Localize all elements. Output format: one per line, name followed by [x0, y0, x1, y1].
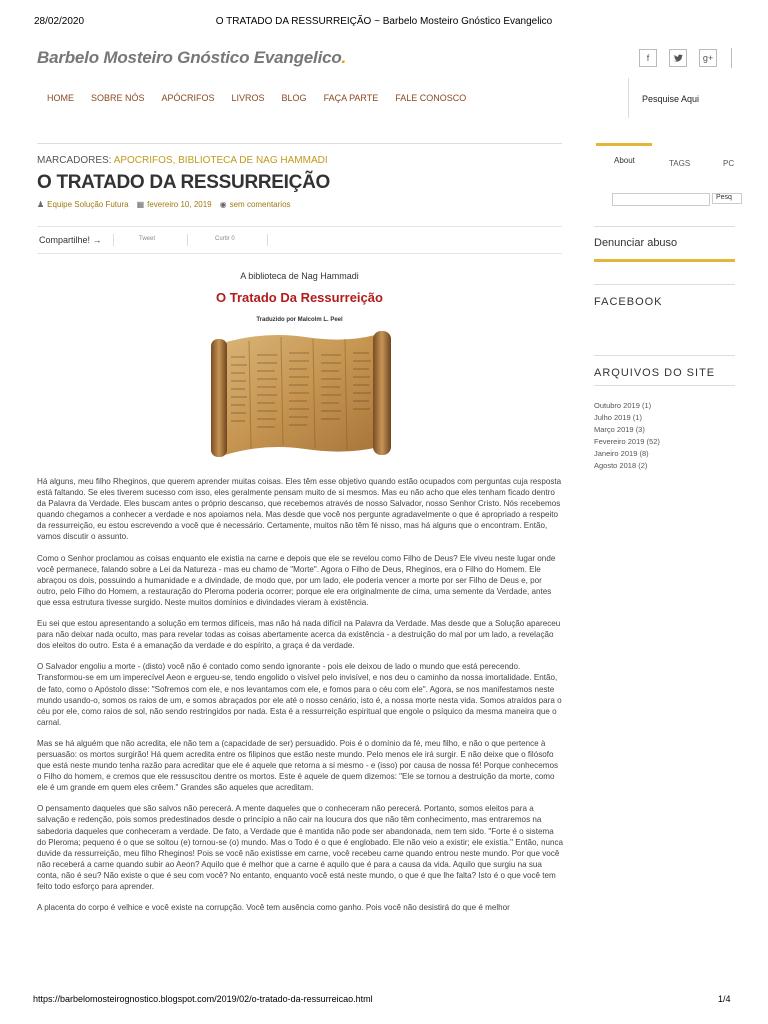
blog-title-text: Barbelo Mosteiro Gnóstico Evangelico	[37, 48, 342, 67]
archive-item[interactable]: Outubro 2019 (1)	[594, 401, 652, 410]
content-divider	[37, 143, 562, 144]
sidebar-divider	[594, 284, 735, 285]
body-paragraph: Há alguns, meu filho Rheginos, que querem aprender muitas coisas. Eles têm esse objetivo quando estão ocupados com perguntas cuja resposta está faltando. Se eles tiverem sucesso com isso, eles geralmente pensam muito de si mesmos. Mas eu não acho que eles tenham ficado dentro da Palavra da Verdade. Eles buscam antes o próprio descanso, que recebemos através de nosso Salvador, nosso Senhor Cristo. Nós recebemos quando chegamos a conhecer a verdade e nos apoiamos nela. Mas desde que você nos pergunte agradavelmente o que é apropriado a respeito da ressurreição, eu estou escrevendo a você que é necessário. Certamente, muitos não têm fé nisso, mas há alguns que o encontram. Então, vamos discutir o assunto.	[37, 477, 562, 542]
facebook-icon[interactable]: f	[639, 49, 657, 67]
print-date: 28/02/2020	[34, 16, 85, 27]
tab-about-label: About	[614, 156, 635, 165]
calendar-icon: ▦	[136, 200, 145, 209]
search-divider	[628, 78, 629, 118]
image-translator: Traduzido por Malcolm L. Peel	[256, 317, 343, 323]
sidebar-divider	[594, 385, 735, 386]
share-label: Compartilhe! →	[39, 235, 102, 245]
user-icon: ♟	[37, 200, 45, 209]
post-comments[interactable]	[220, 200, 291, 209]
image-library-caption: A biblioteca de Nag Hammadi	[240, 271, 359, 281]
blog-title[interactable]	[37, 48, 346, 68]
nav-item-sobre-nos[interactable]: SOBRE NÓS	[91, 93, 145, 103]
print-page-number: 1/4	[718, 994, 731, 1004]
sidebar-divider	[594, 226, 735, 227]
google-plus-icon[interactable]: g+	[699, 49, 717, 67]
post-author[interactable]	[37, 200, 129, 209]
share-bar	[37, 226, 562, 254]
sidebar-search-button[interactable]: Pesq	[712, 193, 742, 204]
print-title: O TRATADO DA RESSURREIÇÃO ~ Barbelo Mosteiro Gnóstico Evangelico	[215, 16, 553, 27]
body-paragraph: O pensamento daqueles que são salvos não perecerá. A mente daqueles que o conheceram não perecerá. Portanto, somos eleitos para a salvação e redenção, pois somos predestinados desde o princípio a não cair na loucura dos que não têm conhecimento, mas entraremos na sabedoria daqueles que conheceram a verdade. De fato, a Verdade que é mantida não pode ser abandonada, nem tem sido. "Forte é o sistema do Pleroma; pequeno é o que se soltou (e) tornou-se (o) mundo. Mas o Todo é o que é englobado. Ele não veio a existir; ele existia." Então, nunca duvide da ressurreição, meu filho Rheginos! Pois se você não existisse em carne, você recebeu carne quando entrou neste mundo. Por que você não receberá a carne quando subir ao Aeon? Aquilo que é melhor que a carne é aquilo que é para a causa da vida. Aquilo que surgiu na sua conta, não é seu? Não existe o que é seu com você? No entanto, enquanto você está neste mundo, o que é que lhe falta? Isto é o que você tem feito todo esforço para aprender.	[37, 804, 564, 891]
nav-item-faca-parte[interactable]: FAÇA PARTE	[323, 93, 379, 103]
post-labels	[37, 155, 328, 166]
tab-posts[interactable]: PC	[723, 159, 735, 168]
main-nav	[47, 93, 466, 103]
archive-item[interactable]: Julho 2019 (1)	[594, 413, 642, 423]
post-title: O TRATADO DA RESSURREIÇÃO	[37, 172, 330, 193]
body-paragraph: Eu sei que estou apresentando a solução em termos difíceis, mas não há nada difícil na Palavra da Verdade. Mas desde que a Solução apareceu para não deixar nada oculto, mas para revelar todas as coisas abertamente acerca da existência - a destruição do mal por um lado, a revelação dos eleitos do outro. Esta é a emanação da verdade e do espírito, a graça é da verdade.	[37, 619, 561, 651]
archives-list	[594, 400, 660, 473]
labels-prefix: MARCADORES:	[37, 155, 112, 166]
share-separator	[267, 234, 268, 246]
social-links	[639, 49, 717, 67]
sidebar-divider	[594, 355, 735, 356]
like-button[interactable]: Curtir 0	[215, 236, 235, 242]
tab-tags[interactable]: TAGS	[669, 159, 691, 168]
image-doc-title: O Tratado Da Ressurreição	[216, 290, 383, 305]
facebook-heading: FACEBOOK	[594, 296, 663, 308]
search-link[interactable]: Pesquise Aqui	[642, 94, 700, 104]
sidebar-tabs	[593, 143, 735, 185]
nav-item-fale-conosco[interactable]: FALE CONOSCO	[395, 93, 467, 103]
tab-about[interactable]	[596, 143, 652, 186]
body-paragraph: A placenta do corpo é velhice e você existe na corrupção. Você tem ausência como ganho. Pois você não desistirá do que é melhor	[37, 903, 510, 913]
share-separator	[187, 234, 188, 246]
comments-text: sem comentarios	[229, 200, 291, 209]
sidebar-search-input[interactable]	[612, 193, 710, 206]
nav-item-apocrifos[interactable]: APÓCRIFOS	[161, 93, 215, 103]
body-paragraph: O Salvador engoliu a morte - (disto) você não é contado como sendo ignorante - pois ele deixou de lado o mundo que está perecendo. Transformou-se em um imperecível Aeon e ergueu-se, tendo engolido o visível pelo invisível, e nos deu o caminho da nossa imortalidade. Então, de fato, como o Apóstolo disse: "Sofremos com ele, e nos levantamos com ele, e fomos para o céu com ele". Agora, se nos manifestamos neste mundo usando-o, somos os raios de um, e somos abraçados por ele até o nosso cenário, isto é, a nossa morte nesta vida. Somos atraídos para o céu por ele, como raios de sol, não sendo restringidos por nada. Esta é a ressurreição espiritual que engole o psíquico da mesma maneira que o carnal.	[37, 662, 562, 727]
archive-item[interactable]: Fevereiro 2019 (52)	[594, 437, 660, 447]
share-separator	[113, 234, 114, 246]
archives-heading: ARQUIVOS DO SITE	[594, 367, 716, 379]
header-divider	[731, 48, 732, 68]
archive-item[interactable]: Janeiro 2019 (8)	[594, 449, 649, 459]
post-meta	[37, 200, 291, 209]
papyrus-scroll-image	[205, 327, 397, 461]
nav-item-blog[interactable]: BLOG	[281, 93, 307, 103]
body-paragraph: Mas se há alguém que não acredita, ele não tem a (capacidade de ser) persuadido. Pois é o domínio da fé, meu filho, e não o que pertence à persuasão: os mortos surgirão! Há quem acredita entre os filipinos que estão neste mundo. Pelo menos ele irá surgir. E não deixe que o filósofo que está neste mundo tenha razão para acreditar que ele é aquele que retorna a si mesmo - e (isso) por causa de nossa fé! Porque conhecemos o Filho do homem, e cremos que ele ressuscitou dentre os mortos. Este é aquele de quem dizemos: "Ele se tornou a destruição da morte, como ele é um grande em quem eles crêem." Grandes são aqueles que acreditam.	[37, 738, 559, 793]
author-name: Equipe Solução Futura	[47, 200, 129, 209]
nav-item-home[interactable]: HOME	[47, 93, 74, 103]
post-body	[37, 476, 563, 923]
tweet-button[interactable]: Tweet	[139, 236, 156, 242]
archive-item[interactable]: Março 2019 (3)	[594, 425, 645, 435]
print-footer-url: https://barbelomosteirognostico.blogspot.com/2019/02/o-tratado-da-ressurreicao.html	[33, 994, 373, 1004]
twitter-icon[interactable]	[669, 49, 687, 67]
archive-item[interactable]: Agosto 2018 (2)	[594, 461, 648, 471]
body-paragraph: Como o Senhor proclamou as coisas enquanto ele existia na carne e depois que ele se revelou como Filho de Deus? Ele viveu neste lugar onde você permanece, falando sobre a Lei da Natureza - mas eu chamo de "Morte". Agora o Filho de Deus, Rheginos, era o Filho do Homem. Ele abraçou os dois, possuindo a humanidade e a divindade, de modo que, por um lado, ele poderia vencer a morte por ser Filho de Deus e, por outro, pelo Filho do Homem, a restauração do Pleroma poderia ocorrer; porque ele era originalmente de cima, uma semente da Verdade, antes que essa estrutura tivesse surgido. Neste muitos domínios e divindades vieram à existência.	[37, 553, 556, 607]
blog-title-dot: .	[341, 48, 347, 67]
nav-item-livros[interactable]: LIVROS	[231, 93, 265, 103]
labels-links[interactable]: APOCRIFOS, BIBLIOTECA DE NAG HAMMADI	[113, 155, 328, 166]
post-date[interactable]	[137, 200, 212, 209]
comment-icon: ◉	[219, 200, 227, 209]
report-abuse-link[interactable]: Denunciar abuso	[594, 237, 678, 249]
sidebar-accent-bar	[594, 259, 735, 262]
date-text: fevereiro 10, 2019	[147, 200, 212, 209]
